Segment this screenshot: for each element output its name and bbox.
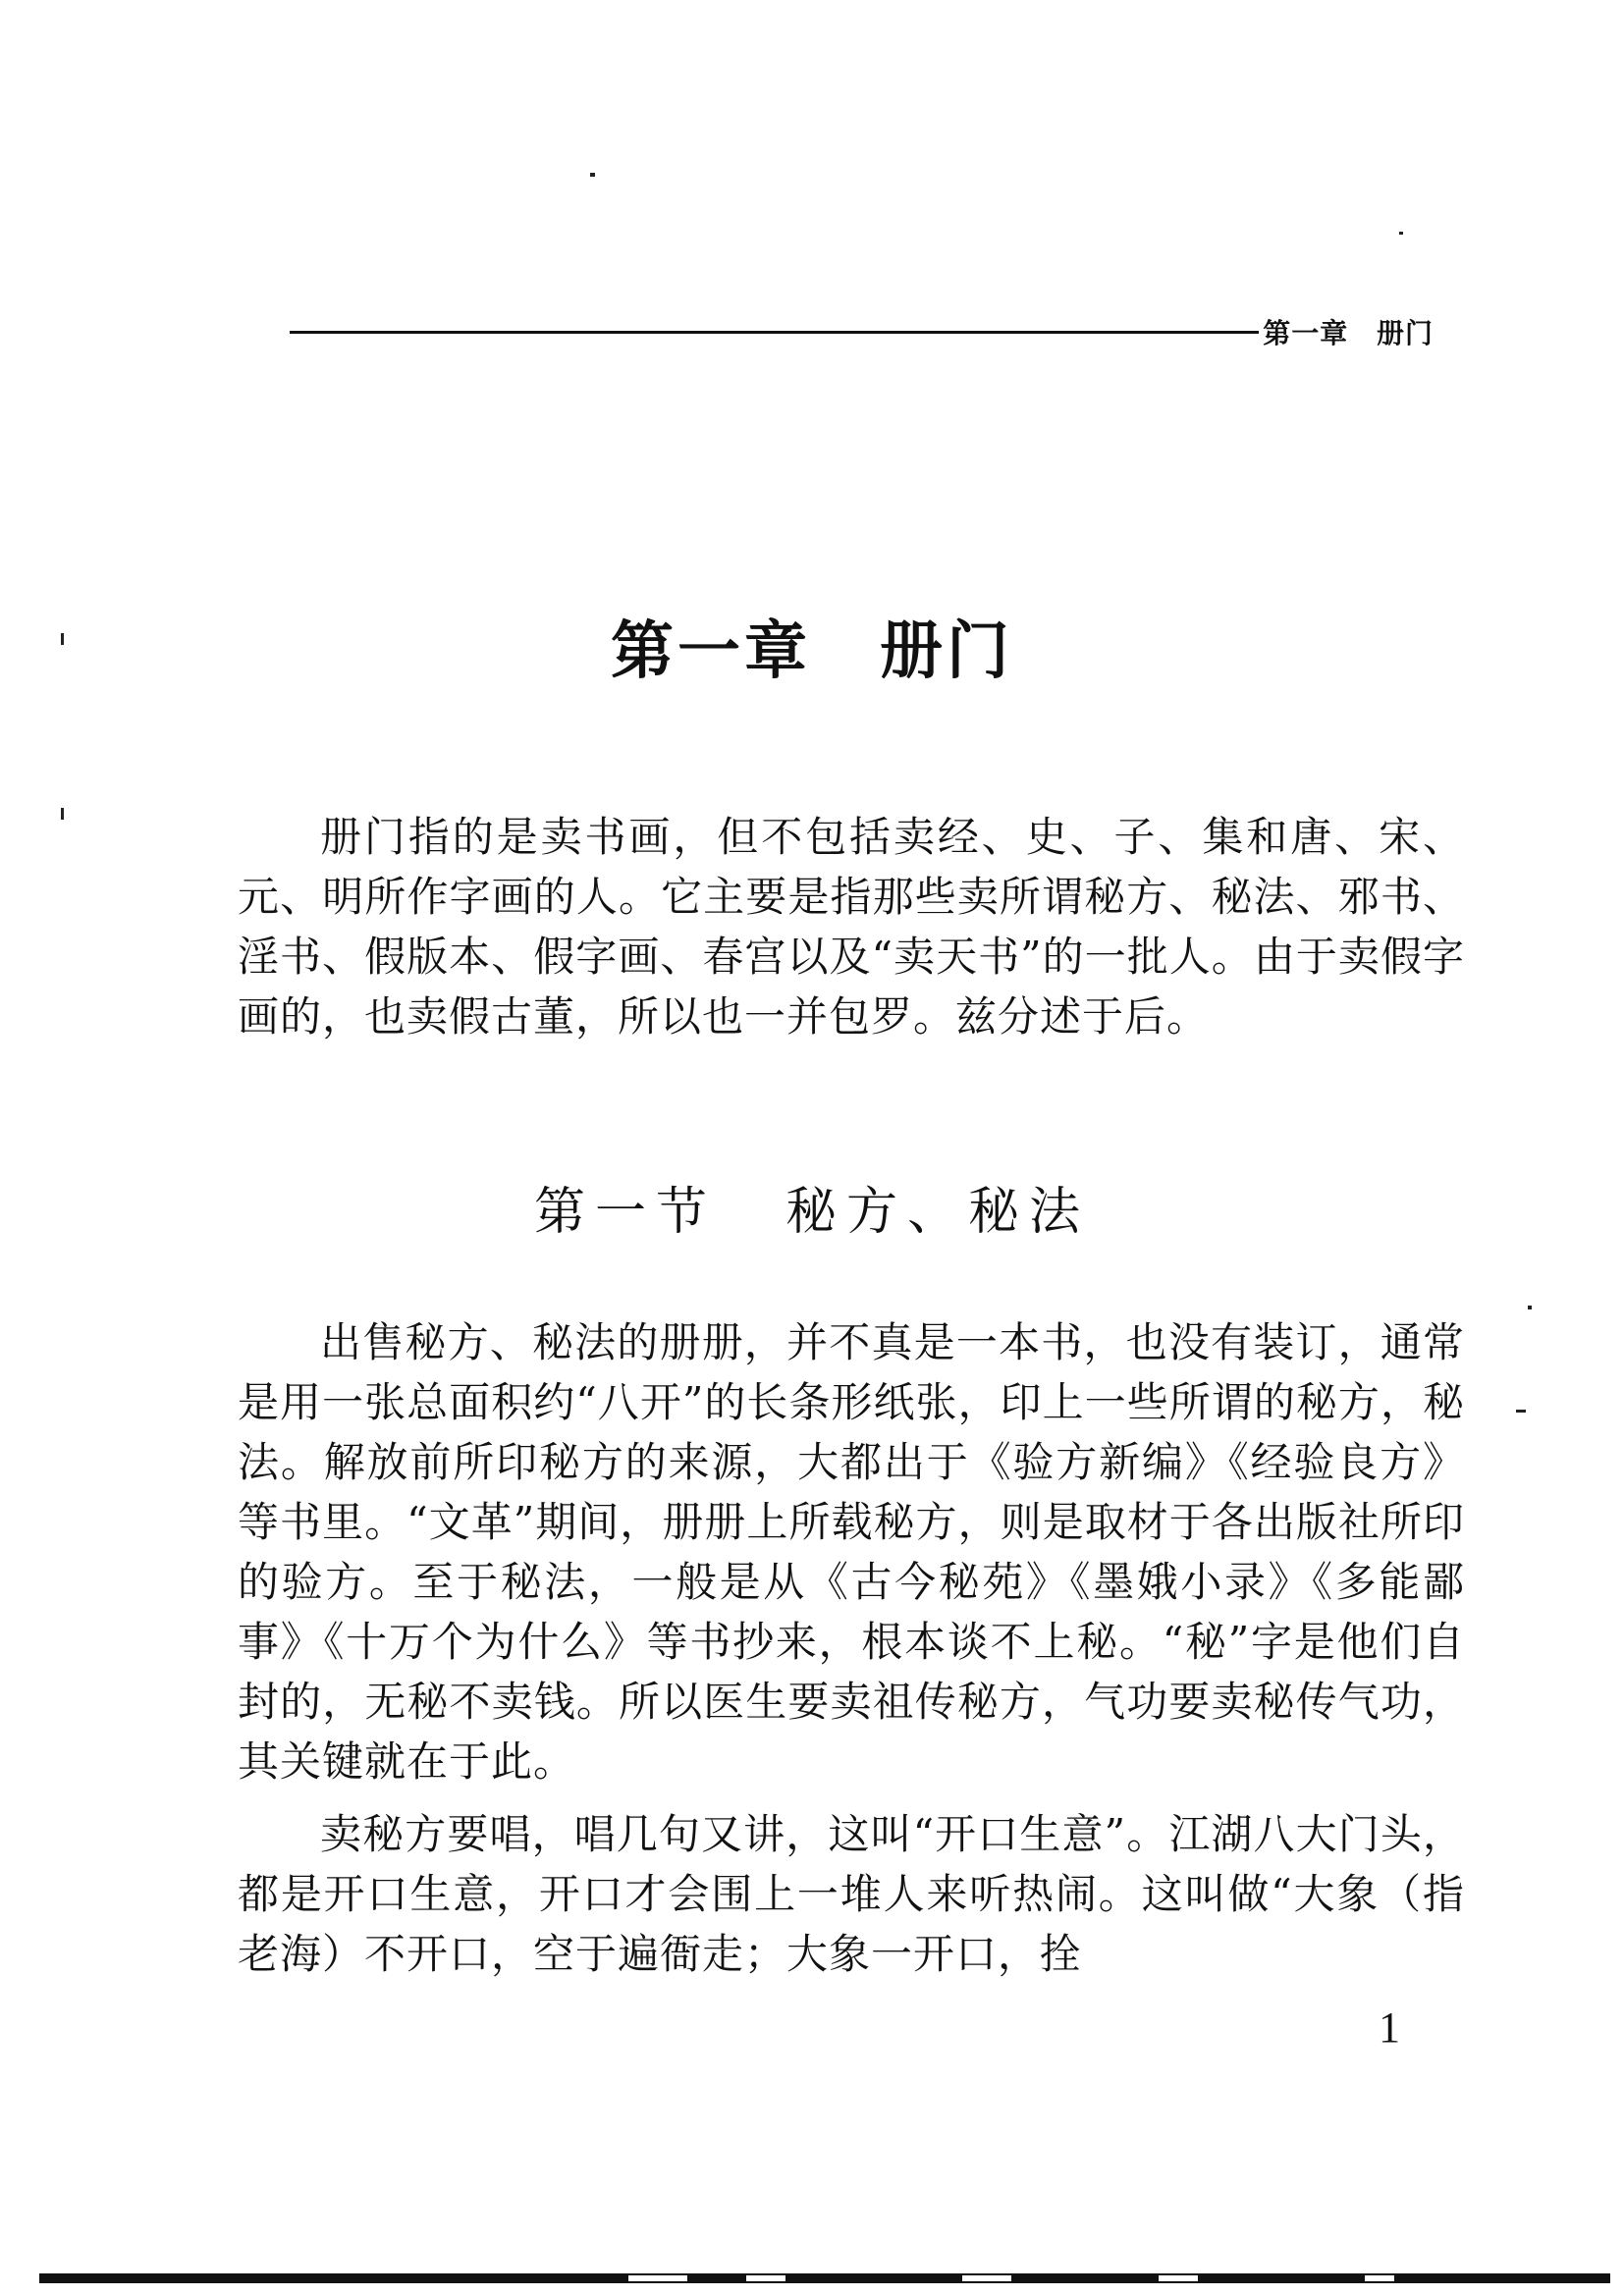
section-number: 第一节 [533,1183,717,1242]
scan-edge-gap [628,2275,687,2281]
scan-speck [1516,1410,1526,1413]
scan-edge-gap [746,2275,785,2281]
chapter-number: 第一章 [611,615,811,688]
chapter-name: 册门 [880,615,1013,688]
running-header [290,312,1434,351]
running-header-title: 第一章 册门 [1263,317,1434,349]
section-name: 秘方、秘法 [785,1183,1091,1242]
scan-speck [1399,232,1403,235]
section-title [0,1170,1624,1244]
scan-edge-gap [962,2275,1011,2281]
scan-edge-gap [1365,2275,1394,2281]
scan-speck [1528,1306,1532,1309]
scan-speck [61,633,64,645]
body-paragraph: 卖秘方要唱，唱几句又讲，这叫“开口生意”。江湖八大门头，都是开口生意，开口才会围上一堆人来听热闹。这叫做“大象（指老海）不开口，空于遍衙走；大象一开口，拴 [238,1810,1465,1978]
scan-speck [590,173,595,177]
scan-edge-gap [1159,2275,1198,2281]
intro-paragraph: 册门指的是卖书画，但不包括卖经、史、子、集和唐、宋、元、明所作字画的人。它主要是指那些卖所谓秘方、秘法、邪书、淫书、假版本、假字画、春宫以及“卖天书”的一批人。由于卖假字画的，也卖假古董，所以也一并包罗。兹分述于后。 [238,813,1465,1041]
scan-speck [61,808,64,820]
chapter-title [0,601,1624,691]
page-number: 1 [1379,2003,1400,2052]
header-rule [290,331,1259,334]
body-paragraph: 出售秘方、秘法的册册，并不真是一本书，也没有装订，通常是用一张总面积约“八开”的长条形纸张，印上一些所谓的秘方，秘法。解放前所印秘方的来源，大都出于《验方新编》《经验良方》等书里。“文革”期间，册册上所载秘方，则是取材于各出版社所印的验方。至于秘法，一般是从《古今秘苑》《墨娥小录》《多能鄙事》《十万个为什么》等书抄来，根本谈不上秘。“秘”字是他们自封的，无秘不卖钱。所以医生要卖祖传秘方，气功要卖秘传气功，其关键就在于此。 [238,1318,1465,1786]
